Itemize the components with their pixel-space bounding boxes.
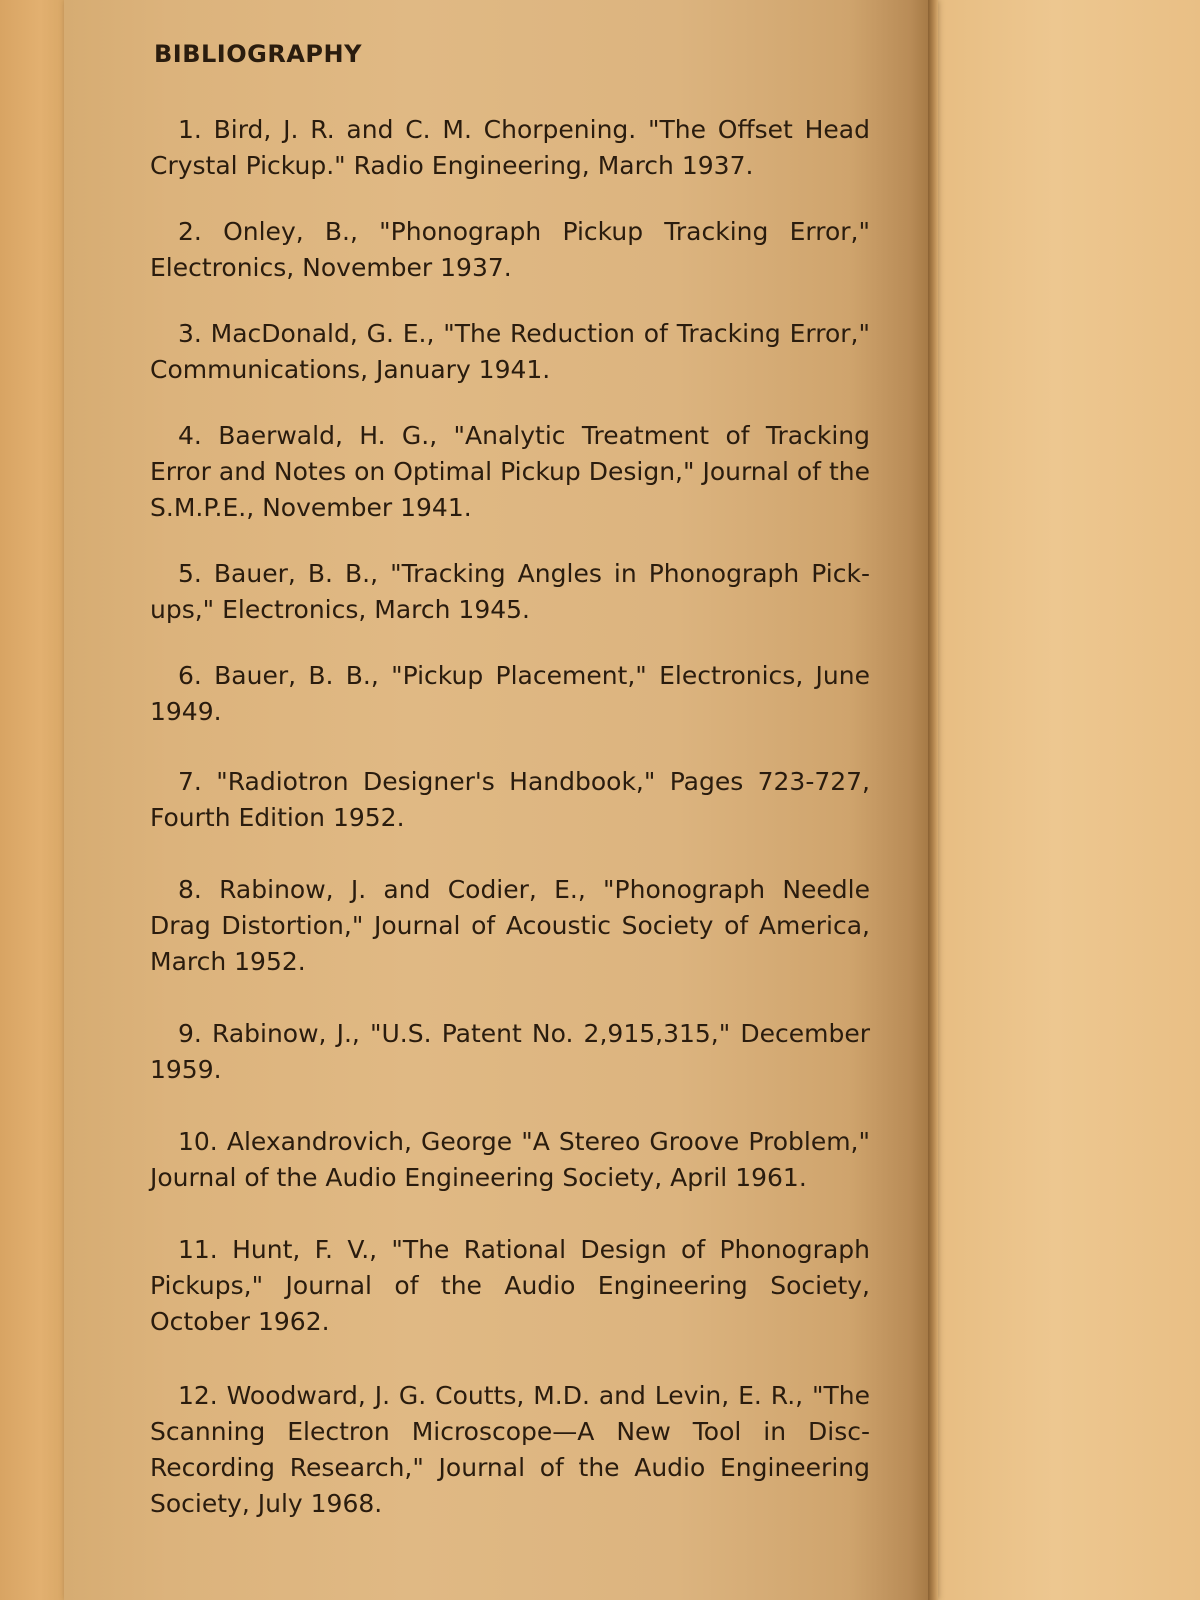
entry-number: 12. — [178, 1381, 218, 1410]
entry-text: Rabinow, J., "U.S. Patent No. 2,915,315," December 1959. — [150, 1019, 871, 1084]
entry-number: 11. — [178, 1235, 218, 1264]
entry-number: 2. — [178, 217, 202, 246]
entry-text: Bird, J. R. and C. M. Chorpening. "The Offset Head Crystal Pickup." Radio Engineering, March 1937. — [150, 115, 870, 180]
entry-text: Rabinow, J. and Codier, E., "Phonograph Needle Drag Distortion," Journal of Acoustic Society of America, March 1952. — [150, 875, 870, 976]
entry-number: 8. — [178, 875, 202, 904]
bibliography-section — [150, 40, 870, 1522]
page-heading: BIBLIOGRAPHY — [154, 40, 362, 68]
bibliography-entry — [150, 1232, 870, 1340]
page-edge — [928, 0, 938, 1600]
bibliography-entry — [150, 112, 870, 184]
entry-number: 7. — [178, 767, 202, 796]
entry-number: 10. — [178, 1127, 218, 1156]
bibliography-entry — [150, 418, 870, 526]
bibliography-entry — [150, 214, 870, 286]
entry-number: 5. — [178, 559, 202, 588]
entry-text: MacDonald, G. E., "The Reduction of Tracking Error," Communications, January 1941. — [150, 319, 870, 384]
bibliography-entry — [150, 316, 870, 388]
entry-text: Woodward, J. G. Coutts, M.D. and Levin, E. R., "The Scanning Electron Microscope—A New Tool in Disc-Recording Research," Journal of the Audio Engineering Society, July 1968. — [150, 1381, 870, 1518]
background-wall — [936, 0, 1200, 1600]
entry-text: Baerwald, H. G., "Analytic Treatment of Tracking Error and Notes on Optimal Pickup Design," Journal of the S.M.P.E., November 1941. — [150, 421, 871, 522]
entry-number: 4. — [178, 421, 202, 450]
bibliography-entry — [150, 1124, 870, 1196]
entry-text: Alexandrovich, George "A Stereo Groove Problem," Journal of the Audio Engineering Society, April 1961. — [150, 1127, 871, 1192]
entry-number: 3. — [178, 319, 202, 348]
bibliography-entry — [150, 658, 870, 730]
entry-text: Hunt, F. V., "The Rational Design of Phonograph Pickups," Journal of the Audio Engineering Society, October 1962. — [150, 1235, 870, 1336]
bibliography-entry — [150, 872, 870, 980]
bibliography-entry — [150, 1016, 870, 1088]
entry-text: Bauer, B. B., "Pickup Placement," Electronics, June 1949. — [150, 661, 871, 726]
entry-number: 1. — [178, 115, 202, 144]
entry-text: Bauer, B. B., "Tracking Angles in Phonograph Pick-ups," Electronics, March 1945. — [150, 559, 870, 624]
entry-number: 6. — [178, 661, 202, 690]
entry-text: Onley, B., "Phonograph Pickup Tracking Error," Electronics, November 1937. — [150, 217, 870, 282]
bibliography-entry — [150, 764, 870, 836]
entry-number: 9. — [178, 1019, 202, 1048]
entry-text: "Radiotron Designer's Handbook," Pages 723-727, Fourth Edition 1952. — [150, 767, 871, 832]
bibliography-entry — [150, 556, 870, 628]
bibliography-entry — [150, 1378, 870, 1522]
